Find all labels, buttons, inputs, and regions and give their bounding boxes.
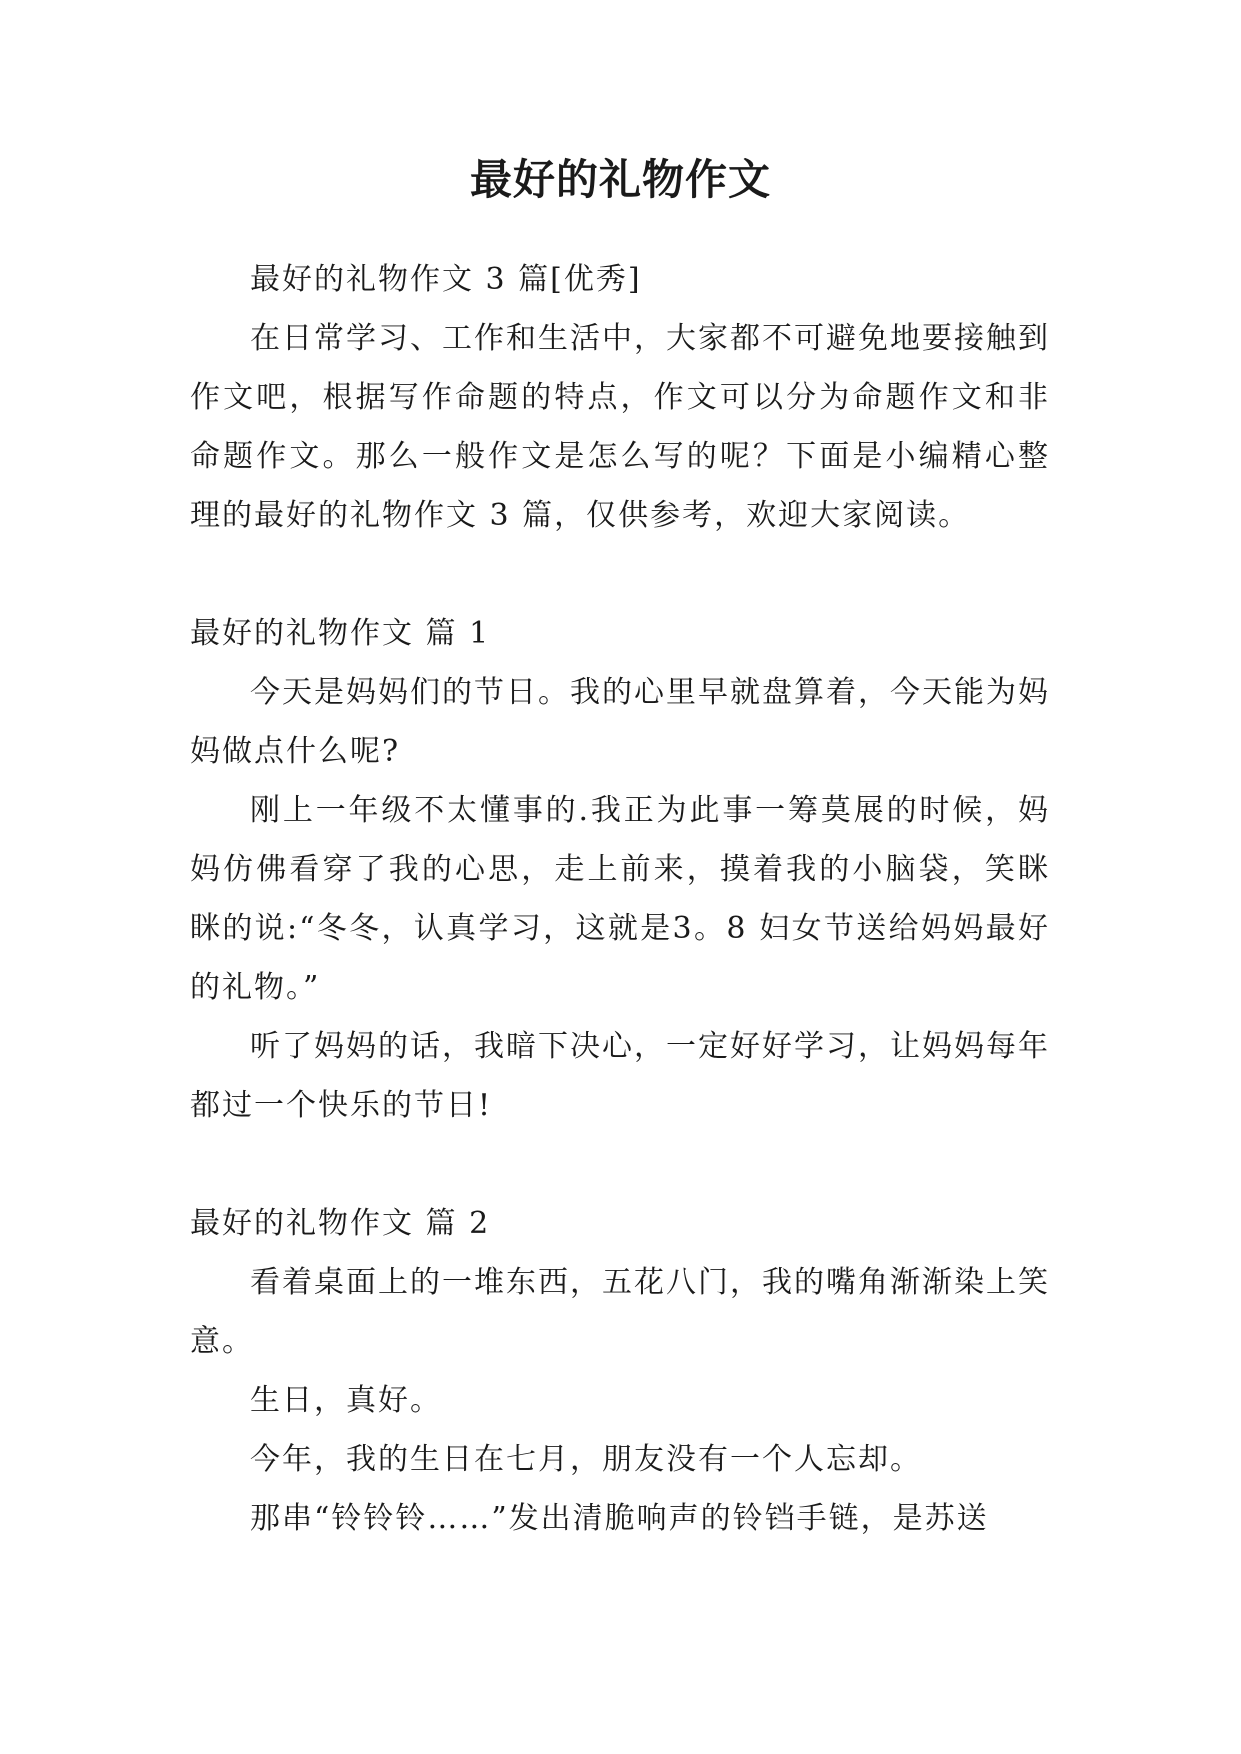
section-heading-2: 最好的礼物作文 篇 2 [190, 1206, 491, 1241]
section-1-paragraph: 听了妈妈的话，我暗下决心，一定好好学习，让妈妈每年都过一个快乐的节日! [190, 1029, 1050, 1123]
document-body [190, 250, 1050, 1548]
intro-subtitle: 最好的礼物作文 3 篇[优秀] [250, 262, 642, 297]
section-2-paragraph: 今年，我的生日在七月，朋友没有一个人忘却。 [250, 1442, 922, 1477]
section-2-paragraph: 生日，真好。 [250, 1383, 442, 1418]
section-1-paragraph: 今天是妈妈们的节日。我的心里早就盘算着，今天能为妈妈做点什么呢? [190, 675, 1050, 769]
section-1-paragraph: 刚上一年级不太懂事的.我正为此事一筹莫展的时候，妈妈仿佛看穿了我的心思，走上前来，摸着我的小脑袋，笑眯眯的说:“冬冬，认真学习，这就是3。8 妇女节送给妈妈最好的礼物。” [190, 793, 1050, 1005]
intro-paragraph: 在日常学习、工作和生活中，大家都不可避免地要接触到作文吧，根据写作命题的特点，作文可以分为命题作文和非命题作文。那么一般作文是怎么写的呢？下面是小编精心整理的最好的礼物作文 3 篇，仅供参考，欢迎大家阅读。 [190, 321, 1050, 533]
document-title: 最好的礼物作文 [469, 155, 771, 204]
section-2-paragraph: 看着桌面上的一堆东西，五花八门，我的嘴角渐渐染上笑意。 [190, 1265, 1050, 1359]
section-2-paragraph: 那串“铃铃铃……”发出清脆响声的铃铛手链，是苏送 [250, 1501, 989, 1536]
section-heading-1: 最好的礼物作文 篇 1 [190, 616, 491, 651]
